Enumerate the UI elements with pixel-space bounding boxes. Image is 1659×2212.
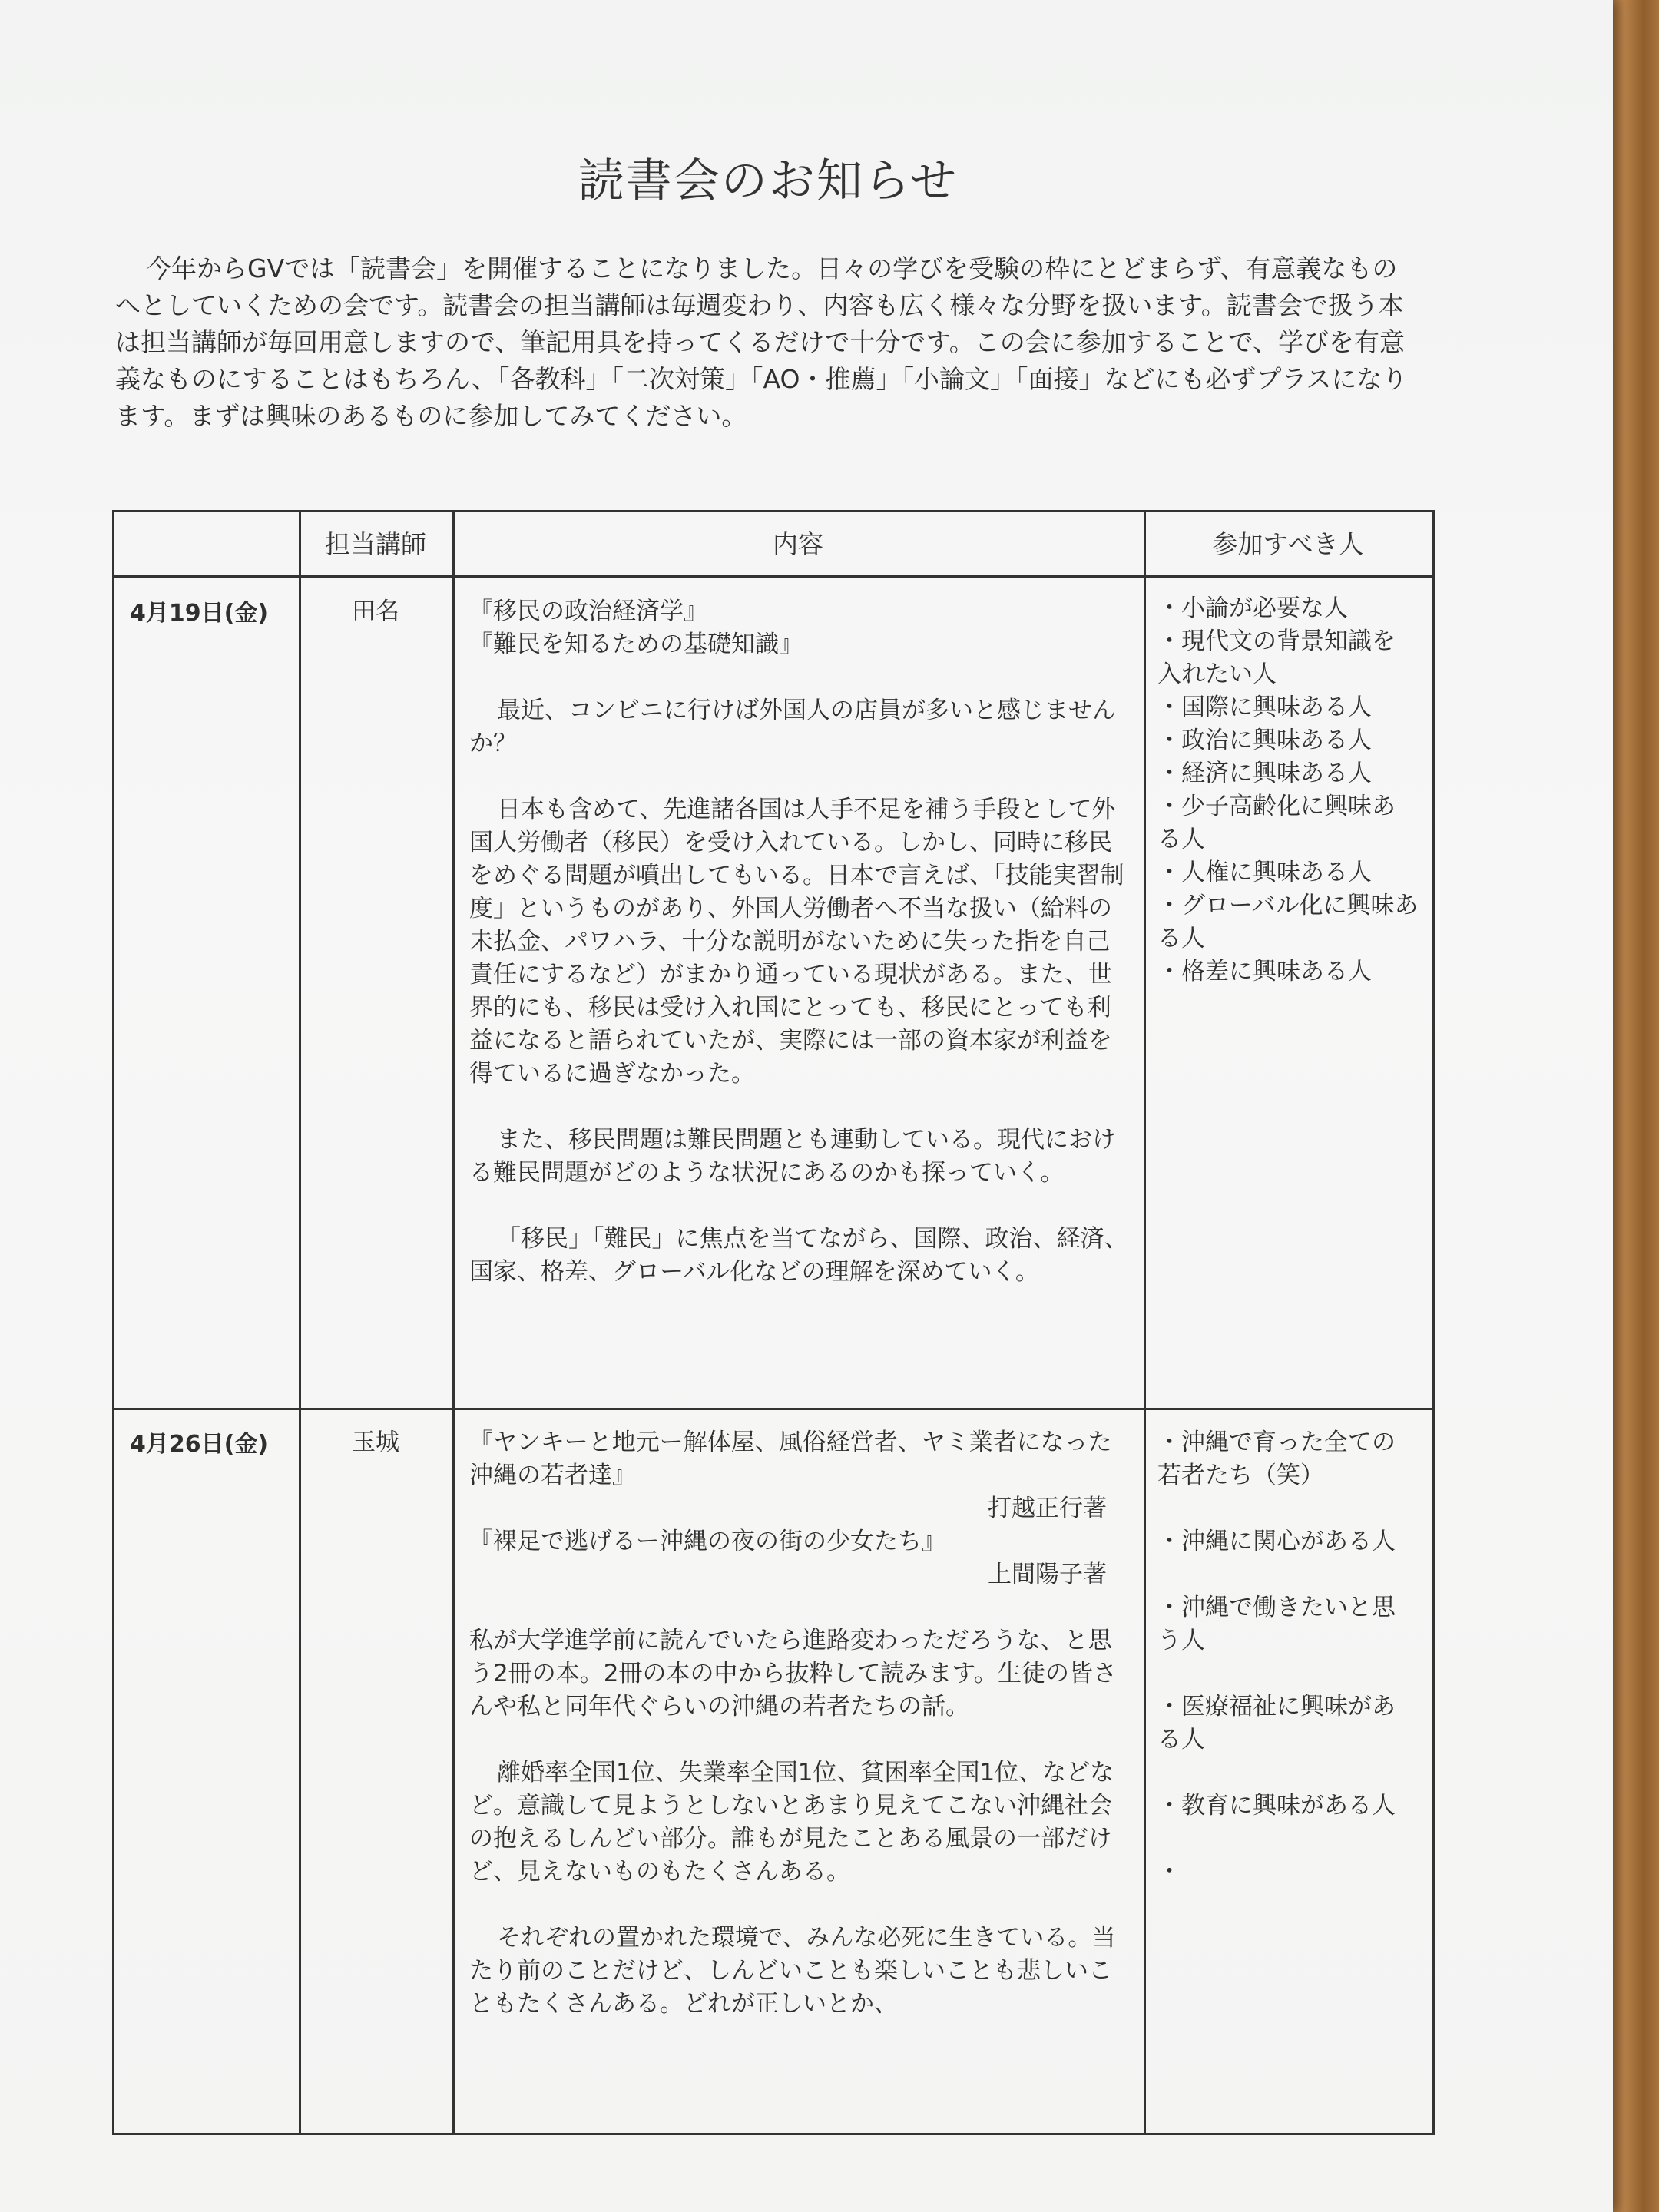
- audience-item: ・格差に興味ある人: [1157, 958, 1372, 985]
- audience-item: ・現代文の背景知識を入れたい人: [1157, 628, 1396, 688]
- audience-item: ・沖縄で働きたいと思う人: [1157, 1594, 1396, 1654]
- book-author: 上間陽子著: [988, 1561, 1107, 1588]
- book-title: 『移民の政治経済学』: [469, 598, 707, 625]
- audience-item: ・少子高齢化に興味ある人: [1157, 793, 1396, 853]
- column-divider: [299, 512, 301, 2133]
- book-title: 『裸足で逃げるー沖縄の夜の街の少女たち』: [469, 1528, 945, 1555]
- header-content: 内容: [773, 529, 823, 559]
- audience-list: [1157, 1426, 1419, 1889]
- column-divider: [452, 512, 455, 2133]
- column-divider: [1144, 512, 1146, 2133]
- audience-item: ・沖縄に関心がある人: [1157, 1528, 1396, 1555]
- content-paragraph: 離婚率全国1位、失業率全国1位、貧困率全国1位、などなど。意識して見ようとしないとあまり見えてこない沖縄社会の抱えるしんどい部分。誰もが見たことある風景の一部だけど、見えないものもたくさんある。: [469, 1759, 1114, 1886]
- session-content: [469, 595, 1130, 1322]
- content-paragraph: 「移民」「難民」に焦点を当てながら、国際、政治、経済、国家、格差、グローバル化などの理解を深めていく。: [469, 1225, 1128, 1286]
- audience-item: ・: [1157, 1858, 1181, 1886]
- header-divider: [114, 575, 1432, 578]
- audience-list: [1157, 592, 1419, 988]
- session-date: 4月26日(金): [130, 1431, 269, 1458]
- content-paragraph: それぞれの置かれた環境で、みんな必死に生きている。当たり前のことだけど、しんどいことも楽しいことも悲しいこともたくさんある。どれが正しいとか、: [469, 1924, 1116, 2018]
- content-paragraph: また、移民問題は難民問題とも連動している。現代における難民問題がどのような状況にあるのかも探っていく。: [469, 1126, 1116, 1187]
- audience-item: ・政治に興味ある人: [1157, 727, 1372, 754]
- audience-item: ・経済に興味ある人: [1157, 760, 1372, 787]
- book-author: 打越正行著: [988, 1495, 1107, 1522]
- session-teacher: 玉城: [352, 1429, 399, 1456]
- intro-paragraph: 今年からGVでは「読書会」を開催することになりました。日々の学びを受験の枠にとどまらず、有意義なものへとしていくための会です。読書会の担当講師は毎週変わり、内容も広く様々な分野を扱います。読書会で扱う本は担当講師が毎回用意しますので、筆記用具を持ってくるだけで十分です。この会に参加することで、学びを有意義なものにすることはもちろん、「各教科」「二次対策」「AO・推薦」「小論文」「面接」などにも必ずプラスになります。まずは興味のあるものに参加してみてください。: [115, 253, 1408, 431]
- content-paragraph: 私が大学進学前に読んでいたら進路変わっただろうな、と思う2冊の本。2冊の本の中から抜粋して読みます。生徒の皆さんや私と同年代ぐらいの沖縄の若者たちの話。: [469, 1627, 1117, 1720]
- book-title: 『ヤンキーと地元ー解体屋、風俗経営者、ヤミ業者になった沖縄の若者達』: [469, 1429, 1112, 1489]
- row-divider: [114, 1408, 1432, 1410]
- page-title: 読書会のお知らせ: [578, 154, 959, 208]
- schedule-table: [112, 510, 1435, 2135]
- audience-item: ・沖縄で育った全ての若者たち（笑）: [1157, 1429, 1396, 1489]
- session-teacher: 田名: [352, 598, 399, 625]
- session-date: 4月19日(金): [130, 600, 269, 627]
- session-content: [469, 1426, 1130, 2054]
- content-paragraph: 日本も含めて、先進諸各国は人手不足を補う手段として外国人労働者（移民）を受け入れている。しかし、同時に移民をめぐる問題が噴出してもいる。日本で言えば、「技能実習制度」というものがあり、外国人労働者へ不当な扱い（給料の未払金、パワハラ、十分な説明がないために失った指を自己責任にするなど）がまかり通っている現状がある。また、世界的にも、移民は受け入れ国にとっても、移民にとっても利益になると語られていたが、実際には一部の資本家が利益を得ているに過ぎなかった。: [469, 796, 1124, 1088]
- audience-item: ・教育に興味がある人: [1157, 1792, 1396, 1820]
- audience-item: ・グローバル化に興味ある人: [1157, 892, 1419, 952]
- header-teacher: 担当講師: [325, 529, 426, 559]
- audience-item: ・人権に興味ある人: [1157, 859, 1372, 886]
- audience-item: ・小論が必要な人: [1157, 594, 1348, 622]
- audience-item: ・医療福祉に興味がある人: [1157, 1693, 1396, 1753]
- content-paragraph: 最近、コンビニに行けば外国人の店員が多いと感じませんか？: [469, 697, 1116, 757]
- book-title: 『難民を知るための基礎知識』: [469, 631, 803, 658]
- audience-item: ・国際に興味ある人: [1157, 694, 1372, 721]
- header-audience: 参加すべき人: [1212, 529, 1364, 559]
